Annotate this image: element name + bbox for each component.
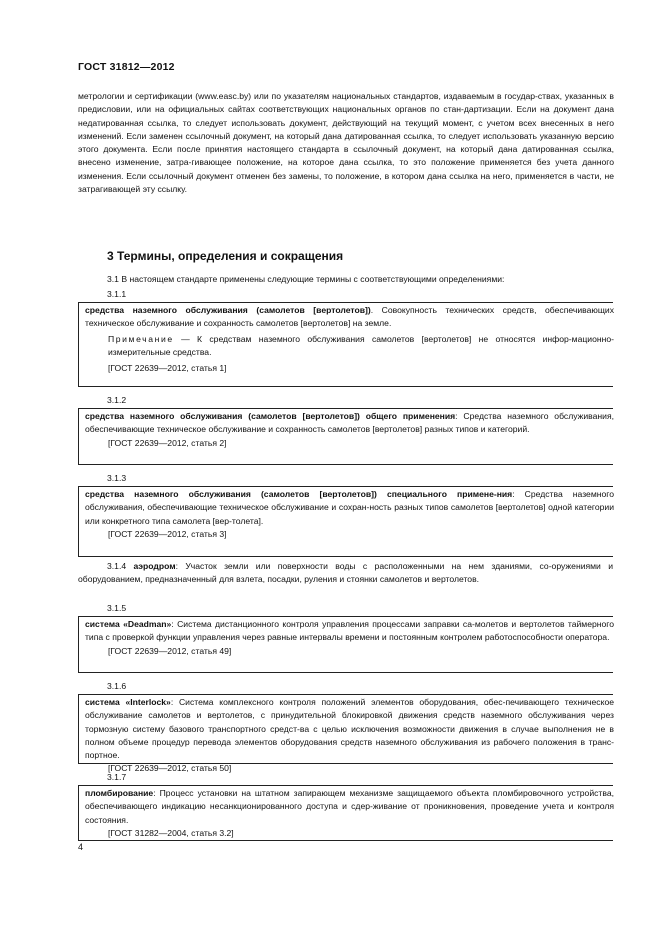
term-definition-box xyxy=(78,616,613,673)
term-definition-box xyxy=(78,486,613,557)
definition-text xyxy=(85,787,614,827)
term-name: аэродром xyxy=(133,561,176,571)
term-note xyxy=(85,333,614,360)
definition-text xyxy=(85,696,614,762)
term-reference: [ГОСТ 22639—2012, статья 3] xyxy=(108,528,227,539)
term-definition: : Процесс установки на штатном запирающем механизме защищаемого объекта пломбировочного устройства, обеспечивающего индикацию несанкционированного доступа и сдер-живание от проникновения, проведение учета и контроля состояния. xyxy=(85,788,614,825)
document-header: ГОСТ 31812—2012 xyxy=(78,61,175,73)
term-definition: : Система комплексного контроля положений элементов оборудования, обес-печивающего техническое обслуживание самолетов и вертолетов, с принудительной блокировкой движения средств наземного обслуживания через тормозную систему базового транспортного средст-ва с целью исключения возможности движения в случае выполнения не в полном объеме процедур перевода элементов оборудования средств наземного обслуживания из рабочего положения в транс-портное. xyxy=(85,697,614,761)
term-name: средства наземного обслуживания (самолетов [вертолетов]) общего применения xyxy=(85,411,456,421)
term-reference: [ГОСТ 31282—2004, статья 3.2] xyxy=(108,827,234,838)
term-number: 3.1.1 xyxy=(107,289,127,299)
term-reference: [ГОСТ 22639—2012, статья 2] xyxy=(108,437,227,448)
term-number: 3.1.6 xyxy=(107,681,127,691)
term-reference: [ГОСТ 22639—2012, статья 49] xyxy=(108,645,232,656)
section-lead-text: 3.1 В настоящем стандарте применены следующие термины с соответствующими определениями: xyxy=(107,274,505,284)
note-label: Примечание xyxy=(108,333,174,344)
term-paragraph xyxy=(78,560,613,587)
term-definition: : Средства наземного обслуживания, обеспечивающие техническое обслуживание и сохран-ность разных типов самолетов [вертолетов] одной категории или конкретного типа самолета [вер-толета]. xyxy=(85,489,614,526)
term-definition-box xyxy=(78,785,613,841)
term-definition-box xyxy=(78,694,614,774)
definition-text xyxy=(85,304,614,331)
definition-text xyxy=(85,410,614,437)
term-number: 3.1.7 xyxy=(107,772,127,782)
note-text: — К средствам наземного обслуживания самолетов [вертолетов] не относятся инфор-мационно-измерительные средства. xyxy=(108,333,614,357)
term-number: 3.1.5 xyxy=(107,603,127,613)
term-reference: [ГОСТ 22639—2012, статья 1] xyxy=(108,363,227,374)
term-number: 3.1.3 xyxy=(107,473,127,483)
term-number: 3.1.4 xyxy=(107,561,127,571)
intro-paragraph: метрологии и сертификации (www.easc.by) или по указателям национальных стандартов, издаваемым в государ-ствах, указанных в предисловии, или на официальных сайтах соответствующих национальных органов по стан-дартизации. Если на документ дана недатированная ссылка, то следует использовать документ, действующий на текущий момент, с учетом всех внесенных в него изменений. Если заменен ссылочный документ, на который дана датированная ссылка, то следует использовать указанную версию этого документа. Если после принятия настоящего стандарта в ссылочный документ, на который дана датированная ссылка, внесено изменение, затра-гивающее положение, на которое дана ссылка, то это положение применяется без учета данного изменения. Если ссылочный документ отменен без замены, то положение, в котором дана ссылка на него, применяется в части, не затрагивающей эту ссылку. xyxy=(78,91,614,195)
term-definition-box xyxy=(78,408,613,465)
term-definition: : Средства наземного обслуживания, обеспечивающие техническое обслуживание и сохранность самолетов [вертолетов] разных типов и категорий. xyxy=(85,411,614,435)
term-name: средства наземного обслуживания (самолетов [вертолетов]) специального примене-ния xyxy=(85,489,513,499)
term-name: пломбирование xyxy=(85,788,154,798)
page-number: 4 xyxy=(78,842,84,852)
term-definition: . Совокупность технических средств, обеспечивающих техническое обслуживание и сохранность самолетов [вертолетов] на земле. xyxy=(85,305,614,329)
term-name: средства наземного обслуживания (самолетов [вертолетов]) xyxy=(85,305,371,315)
term-definition: : Участок земли или поверхности воды с расположенными на нем зданиями, со-оружениями и оборудованием, предназначенный для взлета, посадки, руления и стоянки самолетов и вертолетов. xyxy=(78,561,614,585)
definition-text xyxy=(85,618,614,645)
section-title: 3 Термины, определения и сокращения xyxy=(107,249,344,263)
term-name: система «Interlock» xyxy=(85,697,171,707)
term-definition: : Система дистанционного контроля управления процессами заправки са-молетов и вертолетов таймерного типа с проверкой функции управления через равные интервалы времени и постоянным контролем работоспособности оператора. xyxy=(85,619,615,643)
definition-text xyxy=(85,488,614,528)
term-reference: [ГОСТ 22639—2012, статья 50] xyxy=(108,763,232,774)
term-number: 3.1.2 xyxy=(107,395,127,405)
term-name: система «Deadman» xyxy=(85,619,172,629)
term-definition-box xyxy=(78,302,613,387)
